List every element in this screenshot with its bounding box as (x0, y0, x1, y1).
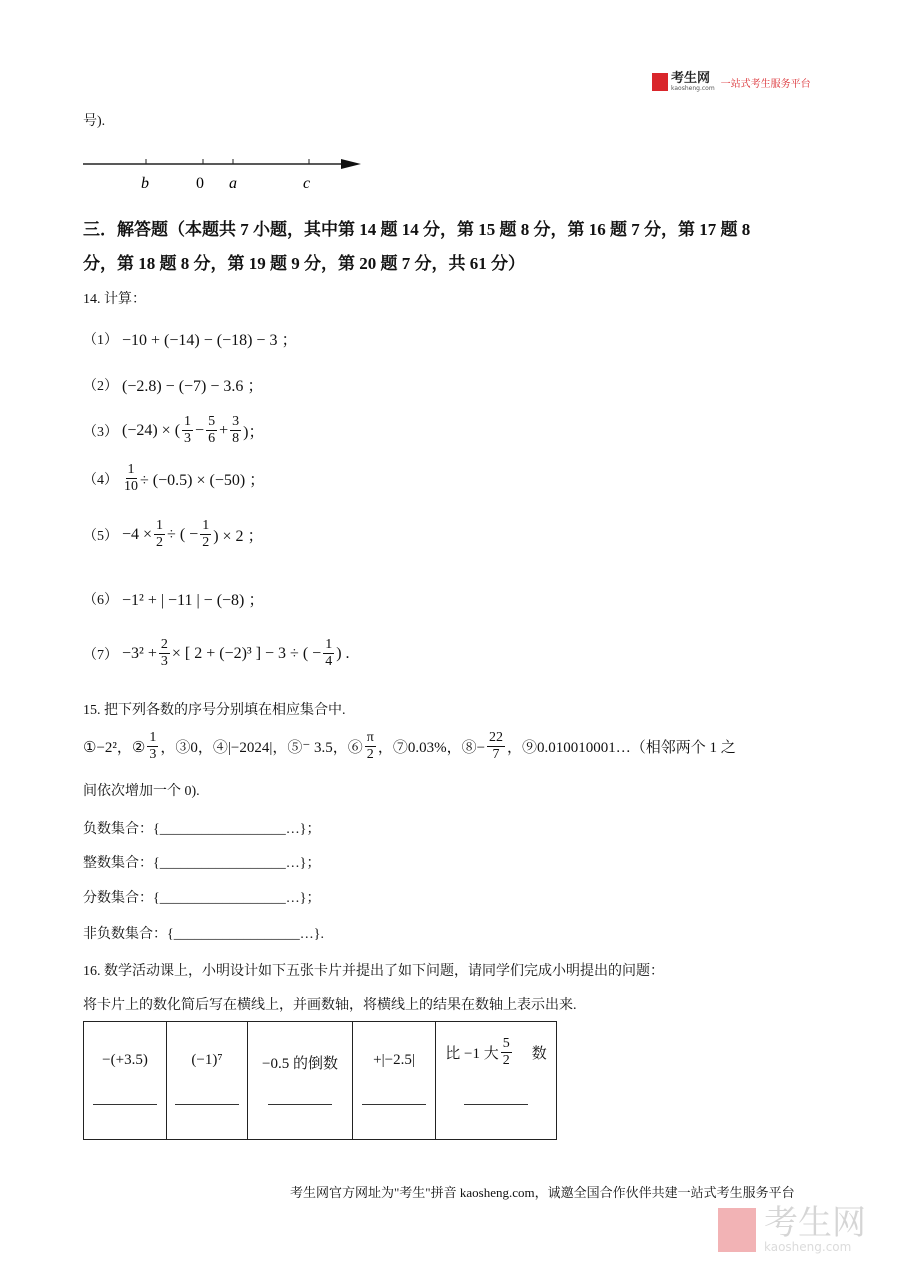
card-3: −0.5 的倒数 (248, 1022, 353, 1140)
q15-numbers: ①−2²，② 1 3 ，③0，④|−2024|，⑤⁻ 3.5，⑥ π 2 ，⑦0.03%，⑧− $\frac{22}{7}$ ，⑨0.010010001…（相邻两个 1 之 (83, 730, 736, 762)
card-5: 比 −1 大 5 2 数 (436, 1022, 557, 1140)
q14-item-2: （2） (−2.8) − (−7) − 3.6 ； (83, 378, 264, 395)
q14-item-1: （1） −10 + (−14) − (−18) − 3 ； (83, 332, 298, 349)
arrow-icon (341, 159, 361, 169)
section-heading: 三．解答题（本题共 7 小题，其中第 14 题 14 分，第 15 题 8 分，第 16 题 7 分，第 17 题 8 (83, 220, 751, 239)
logo-text: 考生网 (671, 71, 711, 86)
q16-instruction: 将卡片上的数化简后写在横线上，并画数轴，将横线上的结果在数轴上表示出来. (83, 998, 577, 1013)
q14-title: 14. 计算： (83, 292, 146, 307)
q14-item-4: （4） $\frac{1}{10}$ ÷ (−0.5) × (−50) ； (83, 462, 266, 494)
footer-text: 考生网官方网址为"考生"拼音 kaosheng.com，诚邀全国合作伙伴共建一站式考生服务平台 (290, 1185, 795, 1200)
header-logo (652, 72, 811, 92)
prev-question-tail: 号). (83, 114, 106, 129)
q14-item-6: （6） −1² + | −11 | − (−8) ； (83, 592, 265, 609)
slogan: 一站式考生服务平台 (720, 78, 811, 90)
watermark-logo-icon (718, 1208, 756, 1252)
q14-item-3: （3） (−24) × ( 1 3 − $\frac{5}{6}$ + $\frac{3}{8}$ )； (83, 414, 265, 446)
q16-title: 16. 数学活动课上，小明设计如下五张卡片并提出了如下问题，请同学们完成小明提出的问题： (83, 964, 664, 979)
number-line (83, 152, 373, 192)
label-b: b (141, 175, 149, 192)
logo-url: kaosheng.com (671, 85, 715, 92)
label-a: a (229, 175, 237, 192)
q15-title: 15. 把下列各数的序号分别填在相应集合中. (83, 703, 346, 718)
q14-item-5: （5） −4 × $\frac{1}{2}$ ÷ ( − $\frac{1}{2}$ ) × 2 ； (83, 518, 264, 550)
watermark: 考生网 kaosheng.com (718, 1206, 866, 1254)
section-heading-cont: 分，第 18 题 8 分，第 19 题 9 分，第 20 题 7 分，共 61 分） (83, 254, 525, 273)
label-0: 0 (196, 175, 204, 192)
card-table (83, 1021, 557, 1140)
set-fraction: 分数集合：{__________________…}； (83, 891, 321, 906)
set-negative: 负数集合：{__________________…}； (83, 822, 321, 837)
card-1: −(+3.5) (84, 1022, 167, 1140)
q15-numbers-cont: 间依次增加一个 0). (83, 784, 200, 799)
card-4: +|−2.5| (353, 1022, 436, 1140)
set-integer: 整数集合：{__________________…}； (83, 856, 321, 871)
q14-item-7: （7） −3² + $\frac{2}{3}$ × [ 2 + (−2)³ ] − 3 ÷ ( − $\frac{1}{4}$ ) . (83, 637, 350, 669)
label-c: c (303, 175, 311, 192)
card-2: (−1)⁷ (167, 1022, 248, 1140)
set-nonnegative: 非负数集合：{__________________…}. (83, 927, 324, 942)
logo-icon (652, 73, 668, 91)
